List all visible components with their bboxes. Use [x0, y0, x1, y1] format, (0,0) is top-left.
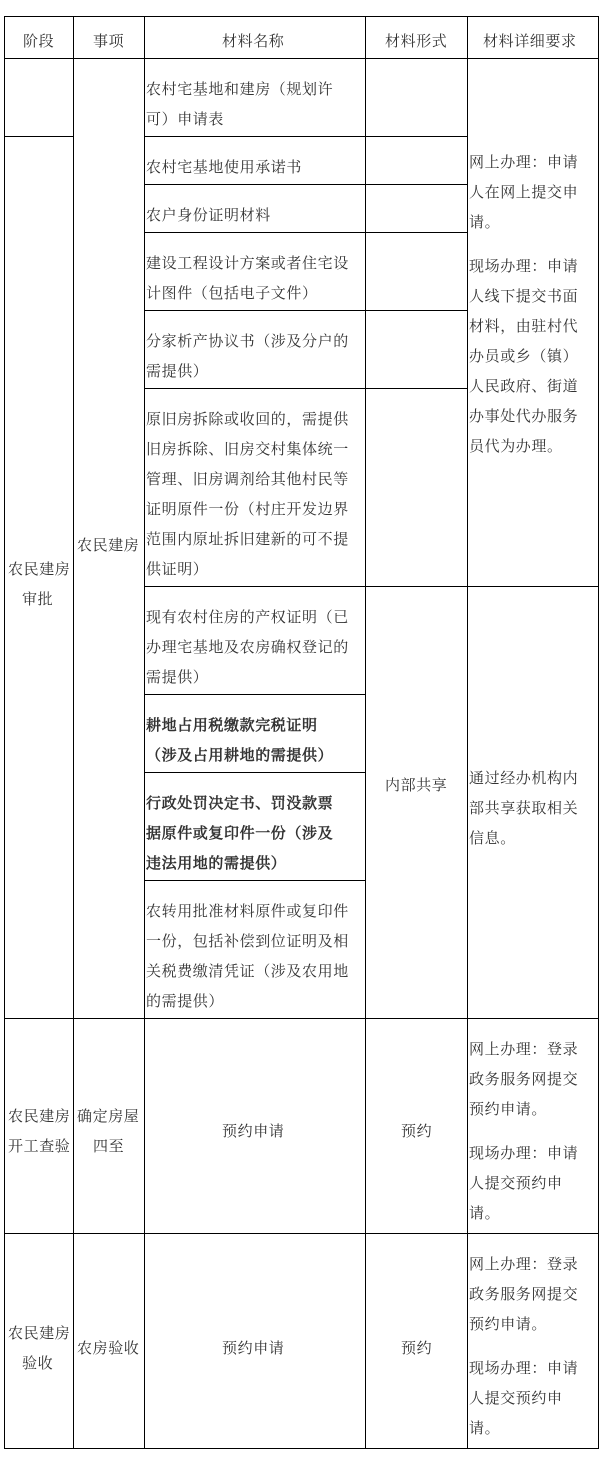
column-divider — [467, 16, 468, 1449]
requirement-internal: 通过经办机构内 部共享获取相关 信息。 — [469, 769, 579, 847]
row-divider — [144, 310, 366, 311]
material-cell: 农村宅基地和建房（规划许 可）申请表 — [146, 80, 334, 128]
header-material-form: 材料形式 — [385, 32, 448, 50]
material-cell: 预约申请 — [222, 1339, 285, 1357]
item-approval: 农民建房 — [77, 536, 140, 554]
form-appointment: 预约 — [401, 1339, 433, 1357]
header-item: 事项 — [93, 32, 125, 50]
row-divider — [144, 880, 366, 881]
material-cell: 现有农村住房的产权证明（已 办理宅基地及农房确权登记的 需提供） — [146, 608, 349, 686]
row-divider — [4, 136, 74, 137]
row-divider — [144, 694, 366, 695]
requirement-onsite: 现场办理：申请 人提交预约申 请。 — [469, 1359, 579, 1437]
table-top-border — [4, 16, 599, 17]
material-cell: 耕地占用税缴款完税证明 （涉及占用耕地的需提供） — [146, 716, 334, 764]
stage-acceptance: 农民建房 验收 — [8, 1324, 71, 1372]
table-left-border — [4, 16, 5, 1449]
row-divider — [365, 310, 468, 311]
requirement-acceptance — [469, 1249, 578, 1457]
material-cell: 行政处罚决定书、罚没款票 据原件或复印件一份（涉及 违法用地的需提供） — [146, 794, 334, 872]
header-stage: 阶段 — [23, 32, 55, 50]
stage-approval: 农民建房 审批 — [8, 560, 71, 608]
row-divider — [144, 184, 366, 185]
row-divider — [365, 136, 468, 137]
requirement-approval — [469, 147, 578, 475]
stage-start-check: 农民建房 开工查验 — [8, 1107, 71, 1155]
requirement-onsite: 现场办理：申请 人提交预约申 请。 — [469, 1144, 579, 1222]
column-divider — [144, 16, 145, 1449]
row-divider — [144, 136, 366, 137]
requirement-online: 网上办理：登录 政务服务网提交 预约申请。 — [469, 1255, 579, 1333]
column-divider — [365, 16, 366, 1449]
row-divider — [4, 58, 599, 59]
material-cell: 预约申请 — [222, 1122, 285, 1140]
form-appointment: 预约 — [401, 1122, 433, 1140]
header-material-requirement: 材料详细要求 — [483, 32, 577, 50]
row-divider — [365, 184, 468, 185]
row-divider — [144, 388, 366, 389]
material-cell: 分家析产协议书（涉及分户的 需提供） — [146, 332, 349, 380]
row-divider — [365, 388, 468, 389]
row-divider — [144, 586, 599, 587]
row-divider — [144, 232, 366, 233]
requirement-onsite: 现场办理：申请 人线下提交书面 材料，由驻村代 办员或乡（镇） 人民政府、街道 办事处代办服务 员代为办理。 — [469, 257, 579, 455]
table-right-border — [598, 16, 599, 1449]
requirement-online: 网上办理：登录 政务服务网提交 预约申请。 — [469, 1040, 579, 1118]
material-cell: 建设工程设计方案或者住宅设 计图件（包括电子文件） — [146, 254, 349, 302]
header-material-name: 材料名称 — [222, 32, 285, 50]
column-divider — [73, 16, 74, 1449]
requirement-online: 网上办理：申请 人在网上提交申 请。 — [469, 153, 579, 231]
material-cell: 原旧房拆除或收回的，需提供 旧房拆除、旧房交村集体统一 管理、旧房调剂给其他村民等 证明原件一份（村庄开发边界 范围内原址拆旧建新的可不提 供证明） — [146, 410, 349, 578]
requirement-start-check — [469, 1034, 578, 1242]
material-cell: 农村宅基地使用承诺书 — [146, 158, 303, 176]
material-cell: 农转用批准材料原件或复印件 一份，包括补偿到位证明及相 关税费缴清凭证（涉及农用地 的需提供） — [146, 902, 349, 1010]
item-start-check: 确定房屋 四至 — [77, 1107, 140, 1155]
section-divider — [4, 1018, 599, 1019]
item-acceptance: 农房验收 — [77, 1339, 140, 1357]
material-cell: 农户身份证明材料 — [146, 206, 271, 224]
form-internal-share: 内部共享 — [385, 776, 448, 794]
row-divider — [144, 772, 366, 773]
row-divider — [365, 232, 468, 233]
